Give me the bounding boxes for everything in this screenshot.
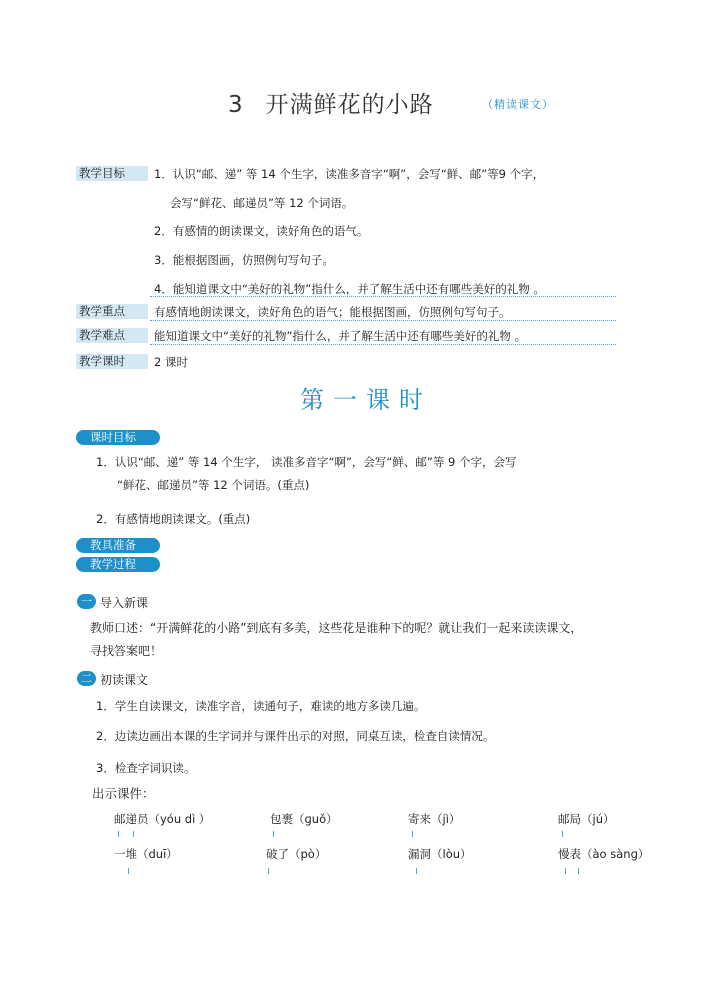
difficulty-text: 能知道课文中“美好的礼物”指什么，并了解生活中还有哪些美好的礼物 。 xyxy=(154,329,527,343)
tick-mark xyxy=(128,868,129,874)
key-text: 有感情地朗读课文，读好角色的语气；能根据图画，仿照例句写句子。 xyxy=(154,305,511,319)
section-number-badge: 二 xyxy=(77,671,96,686)
divider xyxy=(150,344,616,345)
periods-text: 2 课时 xyxy=(154,355,188,369)
list-item: 3．检查字词识读。 xyxy=(96,761,196,775)
teaching-aids-pill: 教具准备 xyxy=(76,538,160,553)
tick-mark xyxy=(578,868,579,874)
lesson-number: 3 xyxy=(228,92,244,118)
section-text: 教师口述：“开满鲜花的小路”到底有多美，这些花是谁种下的呢？就让我们一起来读读课文， xyxy=(90,621,583,635)
period-goal-pill: 课时目标 xyxy=(76,430,160,445)
vocab-item: 寄来（jì） xyxy=(408,812,461,826)
vocab-item: 漏洞（lòu） xyxy=(408,847,472,861)
lesson-title xyxy=(228,86,434,119)
tick-mark xyxy=(268,868,269,874)
list-item: 2．边读边画出本课的生字词并与课件出示的对照，同桌互读，检查自读情况。 xyxy=(96,729,495,743)
tick-mark xyxy=(565,868,566,874)
divider xyxy=(150,296,616,297)
tick-mark xyxy=(416,868,417,874)
goal-line-2: 2．有感情的朗读课文，读好角色的语气。 xyxy=(154,224,369,238)
tick-mark xyxy=(133,831,134,837)
key-label: 教学重点 xyxy=(76,304,148,319)
period-goal-1b: “鲜花、邮递员”等 12 个词语。(重点) xyxy=(117,478,310,492)
vocab-item: 慢表（ào sànɡ） xyxy=(558,847,650,861)
tick-mark xyxy=(412,831,413,837)
courseware-label: 出示课件： xyxy=(92,786,155,801)
section-title: 初读课文 xyxy=(100,673,149,687)
tick-mark xyxy=(273,831,274,837)
vocab-item: 破了（pò） xyxy=(266,847,327,861)
lesson-type-tag: （精读课文） xyxy=(482,98,554,111)
period-heading: 第一课时 xyxy=(300,386,432,414)
vocab-item: 邮递员（yóu dì ） xyxy=(114,812,211,826)
teaching-process-pill: 教学过程 xyxy=(76,557,160,572)
vocab-item: 包裹（ɡuǒ） xyxy=(270,812,338,826)
difficulty-label: 教学难点 xyxy=(76,328,148,343)
period-goal-1a: 1．认识“邮、递” 等 14 个生字， 读准多音字“啊”，会写“鲜、邮”等 9 个字，会写 xyxy=(96,455,517,469)
goal-line-1: 1．认识“邮、递” 等 14 个生字，读准多音字“啊”，会写“鲜、邮”等9 个字， xyxy=(154,167,545,181)
vocab-item: 邮局（jú） xyxy=(558,812,615,826)
periods-label: 教学课时 xyxy=(76,354,148,369)
goal-line-4: 4．能知道课文中“美好的礼物”指什么，并了解生活中还有哪些美好的礼物 。 xyxy=(154,282,545,296)
tick-mark xyxy=(562,831,563,837)
tick-mark xyxy=(118,831,119,837)
goal-line-3: 3．能根据图画，仿照例句写句子。 xyxy=(154,253,334,267)
goal-label: 教学目标 xyxy=(76,166,148,181)
period-goal-2: 2．有感情地朗读课文。(重点) xyxy=(96,512,251,526)
section-text: 寻找答案吧！ xyxy=(90,644,163,658)
lesson-title-text: 开满鲜花的小路 xyxy=(265,92,434,118)
section-title: 导入新课 xyxy=(100,596,149,610)
vocab-item: 一堆（duī） xyxy=(114,847,178,861)
goal-line-1b: 会写“鲜花、邮递员”等 12 个词语。 xyxy=(170,196,354,210)
divider xyxy=(150,320,616,321)
list-item: 1．学生自读课文，读准字音，读通句子，难读的地方多读几遍。 xyxy=(96,699,426,713)
section-number-badge: 一 xyxy=(77,594,96,609)
